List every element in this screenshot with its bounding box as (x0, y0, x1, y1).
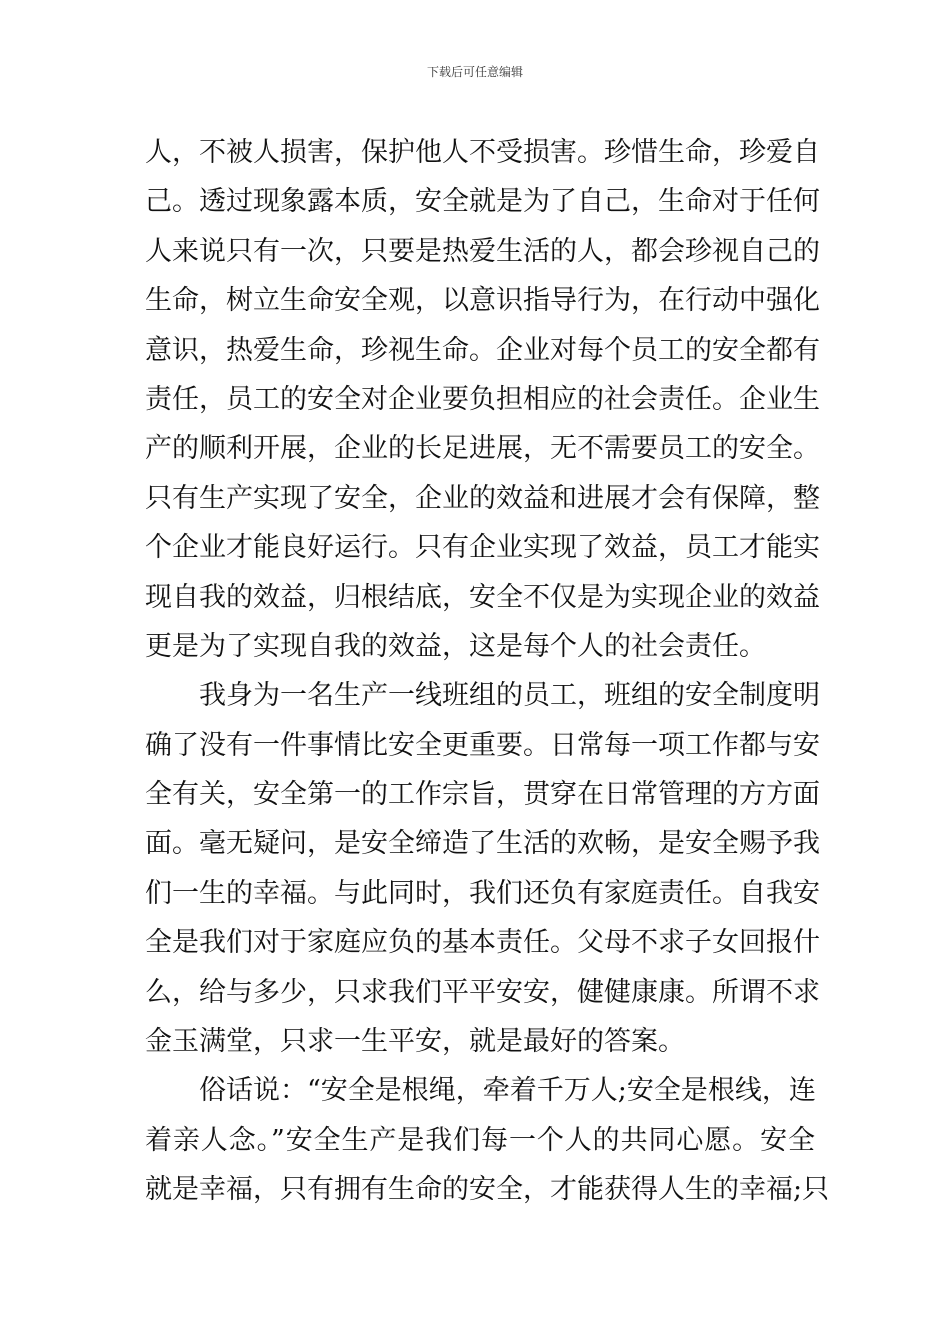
text-line: 着亲人念。”安全生产是我们每一个人的共同心愿。安全 (145, 1124, 815, 1156)
text-line: 生命，树立生命安全观，以意识指导行为，在行动中强化 (145, 285, 820, 317)
text-line: 金玉满堂，只求一生平安，就是最好的答案。 (145, 1026, 685, 1058)
text-line: 现自我的效益，归根结底，安全不仅是为实现企业的效益 (145, 581, 820, 613)
text-line: 我身为一名生产一线班组的员工，班组的安全制度明 (199, 680, 820, 712)
text-line: 就是幸福，只有拥有生命的安全，才能获得人生的幸福;只 (145, 1174, 830, 1206)
text-line: 们一生的幸福。与此同时，我们还负有家庭责任。自我安 (145, 877, 820, 909)
text-line: 面。毫无疑问，是安全缔造了生活的欢畅，是安全赐予我 (145, 828, 820, 860)
text-line: 只有生产实现了安全，企业的效益和进展才会有保障，整 (145, 482, 820, 514)
text-line: 全有关，安全第一的工作宗旨，贯穿在日常管理的方方面 (145, 779, 820, 811)
text-line: 个企业才能良好运行。只有企业实现了效益，员工才能实 (145, 532, 820, 564)
text-line: 人来说只有一次，只要是热爱生活的人，都会珍视自己的 (145, 235, 820, 267)
text-line: 己。透过现象露本质，安全就是为了自己，生命对于任何 (145, 186, 820, 218)
text-line: 责任，员工的安全对企业要负担相应的社会责任。企业生 (145, 383, 820, 415)
text-line: 全是我们对于家庭应负的基本责任。父母不求子女回报什 (145, 927, 820, 959)
text-line: 确了没有一件事情比安全更重要。日常每一项工作都与安 (145, 729, 820, 761)
text-line: 俗话说：“安全是根绳，牵着千万人;安全是根线，连 (199, 1075, 816, 1107)
text-line: 人，不被人损害，保护他人不受损害。珍惜生命，珍爱自 (145, 137, 820, 168)
text-line: 产的顺利开展，企业的长足进展，无不需要员工的安全。 (145, 433, 820, 465)
download-note: 下载后可任意编辑 (426, 65, 523, 79)
text-line: 更是为了实现自我的效益，这是每个人的社会责任。 (145, 630, 766, 662)
text-line: 意识，热爱生命，珍视生命。企业对每个员工的安全都有 (145, 334, 820, 366)
text-line: 么，给与多少，只求我们平平安安，健健康康。所谓不求 (145, 976, 820, 1008)
body-text (145, 128, 830, 1215)
